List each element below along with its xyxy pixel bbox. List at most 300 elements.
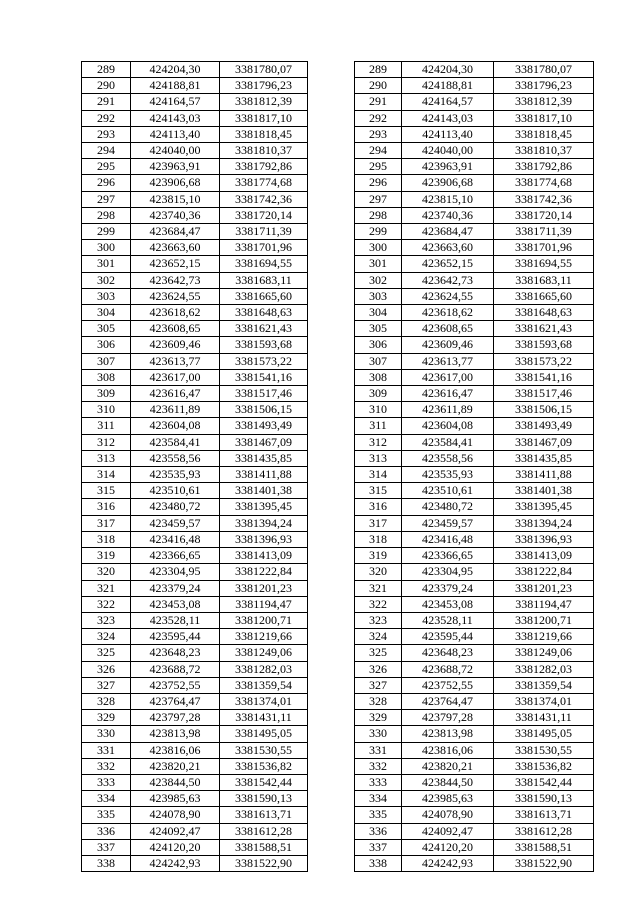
left-x-coordinate-cell: 423304,95 — [131, 564, 220, 580]
right-y-coordinate-cell: 3381435,85 — [494, 450, 594, 466]
left-x-coordinate-cell: 423609,46 — [131, 337, 220, 353]
left-point-number-cell: 303 — [82, 288, 131, 304]
right-x-coordinate-cell: 423963,91 — [402, 159, 494, 175]
right-x-coordinate-cell: 423535,93 — [402, 467, 494, 483]
right-point-number-cell: 313 — [355, 450, 402, 466]
left-point-number-cell: 291 — [82, 94, 131, 110]
table-row — [82, 677, 594, 693]
left-point-number-cell: 326 — [82, 661, 131, 677]
right-y-coordinate-cell: 3381621,43 — [494, 321, 594, 337]
column-gap — [308, 159, 355, 175]
right-x-coordinate-cell: 423609,46 — [402, 337, 494, 353]
column-gap — [308, 434, 355, 450]
right-y-coordinate-cell: 3381694,55 — [494, 256, 594, 272]
right-point-number-cell: 338 — [355, 855, 402, 871]
table-row — [82, 418, 594, 434]
right-point-number-cell: 304 — [355, 305, 402, 321]
left-point-number-cell: 311 — [82, 418, 131, 434]
right-point-number-cell: 331 — [355, 742, 402, 758]
right-x-coordinate-cell: 423453,08 — [402, 596, 494, 612]
table-row — [82, 564, 594, 580]
right-x-coordinate-cell: 423613,77 — [402, 353, 494, 369]
table-row — [82, 337, 594, 353]
right-point-number-cell: 306 — [355, 337, 402, 353]
right-point-number-cell: 298 — [355, 207, 402, 223]
right-x-coordinate-cell: 423648,23 — [402, 645, 494, 661]
left-point-number-cell: 312 — [82, 434, 131, 450]
left-y-coordinate-cell: 3381774,68 — [220, 175, 308, 191]
right-x-coordinate-cell: 423816,06 — [402, 742, 494, 758]
column-gap — [308, 321, 355, 337]
left-y-coordinate-cell: 3381359,54 — [220, 677, 308, 693]
right-y-coordinate-cell: 3381593,68 — [494, 337, 594, 353]
right-point-number-cell: 300 — [355, 240, 402, 256]
right-x-coordinate-cell: 423528,11 — [402, 612, 494, 628]
left-point-number-cell: 302 — [82, 272, 131, 288]
table-row — [82, 758, 594, 774]
right-x-coordinate-cell: 423595,44 — [402, 629, 494, 645]
table-row — [82, 661, 594, 677]
table-row — [82, 159, 594, 175]
coordinates-table — [81, 61, 594, 872]
column-gap — [308, 288, 355, 304]
table-row — [82, 288, 594, 304]
right-point-number-cell: 310 — [355, 402, 402, 418]
column-gap — [308, 726, 355, 742]
left-point-number-cell: 322 — [82, 596, 131, 612]
table-row — [82, 434, 594, 450]
right-y-coordinate-cell: 3381792,86 — [494, 159, 594, 175]
right-y-coordinate-cell: 3381530,55 — [494, 742, 594, 758]
right-point-number-cell: 289 — [355, 62, 402, 78]
left-y-coordinate-cell: 3381431,11 — [220, 710, 308, 726]
column-gap — [308, 823, 355, 839]
right-x-coordinate-cell: 423617,00 — [402, 369, 494, 385]
right-x-coordinate-cell: 423740,36 — [402, 207, 494, 223]
right-point-number-cell: 302 — [355, 272, 402, 288]
left-y-coordinate-cell: 3381590,13 — [220, 791, 308, 807]
right-point-number-cell: 290 — [355, 78, 402, 94]
left-point-number-cell: 329 — [82, 710, 131, 726]
left-y-coordinate-cell: 3381810,37 — [220, 143, 308, 159]
right-x-coordinate-cell: 423813,98 — [402, 726, 494, 742]
left-y-coordinate-cell: 3381249,06 — [220, 645, 308, 661]
column-gap — [308, 337, 355, 353]
right-x-coordinate-cell: 423618,62 — [402, 305, 494, 321]
right-x-coordinate-cell: 423416,48 — [402, 531, 494, 547]
right-y-coordinate-cell: 3381411,88 — [494, 467, 594, 483]
column-gap — [308, 791, 355, 807]
column-gap — [308, 402, 355, 418]
left-y-coordinate-cell: 3381683,11 — [220, 272, 308, 288]
right-x-coordinate-cell: 423642,73 — [402, 272, 494, 288]
left-y-coordinate-cell: 3381522,90 — [220, 855, 308, 871]
right-point-number-cell: 326 — [355, 661, 402, 677]
right-x-coordinate-cell: 424113,40 — [402, 126, 494, 142]
table-row — [82, 450, 594, 466]
table-row — [82, 645, 594, 661]
left-x-coordinate-cell: 423688,72 — [131, 661, 220, 677]
left-y-coordinate-cell: 3381720,14 — [220, 207, 308, 223]
left-x-coordinate-cell: 423684,47 — [131, 224, 220, 240]
right-point-number-cell: 315 — [355, 483, 402, 499]
left-x-coordinate-cell: 423613,77 — [131, 353, 220, 369]
right-point-number-cell: 295 — [355, 159, 402, 175]
left-x-coordinate-cell: 423815,10 — [131, 191, 220, 207]
left-y-coordinate-cell: 3381374,01 — [220, 693, 308, 709]
right-x-coordinate-cell: 423752,55 — [402, 677, 494, 693]
left-point-number-cell: 336 — [82, 823, 131, 839]
left-x-coordinate-cell: 423652,15 — [131, 256, 220, 272]
table-row — [82, 467, 594, 483]
left-x-coordinate-cell: 423535,93 — [131, 467, 220, 483]
table-row — [82, 629, 594, 645]
left-y-coordinate-cell: 3381282,03 — [220, 661, 308, 677]
left-point-number-cell: 330 — [82, 726, 131, 742]
right-point-number-cell: 333 — [355, 774, 402, 790]
left-point-number-cell: 296 — [82, 175, 131, 191]
left-x-coordinate-cell: 423379,24 — [131, 580, 220, 596]
right-point-number-cell: 323 — [355, 612, 402, 628]
right-point-number-cell: 297 — [355, 191, 402, 207]
right-y-coordinate-cell: 3381810,37 — [494, 143, 594, 159]
right-y-coordinate-cell: 3381796,23 — [494, 78, 594, 94]
left-y-coordinate-cell: 3381818,45 — [220, 126, 308, 142]
column-gap — [308, 629, 355, 645]
column-gap — [308, 62, 355, 78]
right-point-number-cell: 317 — [355, 515, 402, 531]
right-y-coordinate-cell: 3381394,24 — [494, 515, 594, 531]
column-gap — [308, 839, 355, 855]
right-y-coordinate-cell: 3381780,07 — [494, 62, 594, 78]
left-y-coordinate-cell: 3381411,88 — [220, 467, 308, 483]
right-point-number-cell: 327 — [355, 677, 402, 693]
right-x-coordinate-cell: 423844,50 — [402, 774, 494, 790]
table-row — [82, 386, 594, 402]
left-y-coordinate-cell: 3381200,71 — [220, 612, 308, 628]
left-x-coordinate-cell: 424204,30 — [131, 62, 220, 78]
left-y-coordinate-cell: 3381413,09 — [220, 548, 308, 564]
right-y-coordinate-cell: 3381401,38 — [494, 483, 594, 499]
right-x-coordinate-cell: 423652,15 — [402, 256, 494, 272]
right-y-coordinate-cell: 3381774,68 — [494, 175, 594, 191]
left-point-number-cell: 338 — [82, 855, 131, 871]
left-x-coordinate-cell: 423611,89 — [131, 402, 220, 418]
left-x-coordinate-cell: 423740,36 — [131, 207, 220, 223]
left-point-number-cell: 307 — [82, 353, 131, 369]
table-row — [82, 774, 594, 790]
right-x-coordinate-cell: 424092,47 — [402, 823, 494, 839]
right-point-number-cell: 319 — [355, 548, 402, 564]
left-point-number-cell: 319 — [82, 548, 131, 564]
right-y-coordinate-cell: 3381742,36 — [494, 191, 594, 207]
left-point-number-cell: 337 — [82, 839, 131, 855]
left-point-number-cell: 297 — [82, 191, 131, 207]
column-gap — [308, 531, 355, 547]
left-x-coordinate-cell: 423906,68 — [131, 175, 220, 191]
left-x-coordinate-cell: 423608,65 — [131, 321, 220, 337]
table-row — [82, 62, 594, 78]
left-y-coordinate-cell: 3381694,55 — [220, 256, 308, 272]
right-point-number-cell: 335 — [355, 807, 402, 823]
table-row — [82, 693, 594, 709]
table-row — [82, 207, 594, 223]
column-gap — [308, 580, 355, 596]
left-x-coordinate-cell: 423752,55 — [131, 677, 220, 693]
left-x-coordinate-cell: 424188,81 — [131, 78, 220, 94]
left-point-number-cell: 332 — [82, 758, 131, 774]
left-x-coordinate-cell: 424120,20 — [131, 839, 220, 855]
right-point-number-cell: 330 — [355, 726, 402, 742]
column-gap — [308, 240, 355, 256]
column-gap — [308, 256, 355, 272]
right-y-coordinate-cell: 3381200,71 — [494, 612, 594, 628]
column-gap — [308, 693, 355, 709]
left-y-coordinate-cell: 3381665,60 — [220, 288, 308, 304]
column-gap — [308, 224, 355, 240]
right-point-number-cell: 325 — [355, 645, 402, 661]
left-y-coordinate-cell: 3381394,24 — [220, 515, 308, 531]
column-gap — [308, 645, 355, 661]
right-y-coordinate-cell: 3381818,45 — [494, 126, 594, 142]
right-point-number-cell: 334 — [355, 791, 402, 807]
column-gap — [308, 515, 355, 531]
left-point-number-cell: 328 — [82, 693, 131, 709]
table-row — [82, 224, 594, 240]
left-point-number-cell: 323 — [82, 612, 131, 628]
table-row — [82, 791, 594, 807]
right-point-number-cell: 312 — [355, 434, 402, 450]
right-x-coordinate-cell: 423820,21 — [402, 758, 494, 774]
right-x-coordinate-cell: 424164,57 — [402, 94, 494, 110]
left-y-coordinate-cell: 3381395,45 — [220, 499, 308, 515]
left-point-number-cell: 295 — [82, 159, 131, 175]
table-row — [82, 191, 594, 207]
right-y-coordinate-cell: 3381249,06 — [494, 645, 594, 661]
left-y-coordinate-cell: 3381621,43 — [220, 321, 308, 337]
right-x-coordinate-cell: 423611,89 — [402, 402, 494, 418]
left-point-number-cell: 316 — [82, 499, 131, 515]
left-point-number-cell: 294 — [82, 143, 131, 159]
left-y-coordinate-cell: 3381435,85 — [220, 450, 308, 466]
table-row — [82, 126, 594, 142]
column-gap — [308, 807, 355, 823]
right-y-coordinate-cell: 3381665,60 — [494, 288, 594, 304]
left-x-coordinate-cell: 423963,91 — [131, 159, 220, 175]
table-row — [82, 515, 594, 531]
left-y-coordinate-cell: 3381506,15 — [220, 402, 308, 418]
left-point-number-cell: 308 — [82, 369, 131, 385]
right-x-coordinate-cell: 424143,03 — [402, 110, 494, 126]
left-x-coordinate-cell: 423820,21 — [131, 758, 220, 774]
right-y-coordinate-cell: 3381573,22 — [494, 353, 594, 369]
right-x-coordinate-cell: 423510,61 — [402, 483, 494, 499]
column-gap — [308, 94, 355, 110]
right-y-coordinate-cell: 3381648,63 — [494, 305, 594, 321]
left-point-number-cell: 300 — [82, 240, 131, 256]
right-point-number-cell: 311 — [355, 418, 402, 434]
right-y-coordinate-cell: 3381536,82 — [494, 758, 594, 774]
column-gap — [308, 758, 355, 774]
left-point-number-cell: 293 — [82, 126, 131, 142]
right-point-number-cell: 332 — [355, 758, 402, 774]
left-point-number-cell: 327 — [82, 677, 131, 693]
left-x-coordinate-cell: 423813,98 — [131, 726, 220, 742]
left-x-coordinate-cell: 423764,47 — [131, 693, 220, 709]
left-point-number-cell: 314 — [82, 467, 131, 483]
right-x-coordinate-cell: 424040,00 — [402, 143, 494, 159]
column-gap — [308, 710, 355, 726]
column-gap — [308, 353, 355, 369]
left-point-number-cell: 318 — [82, 531, 131, 547]
right-y-coordinate-cell: 3381431,11 — [494, 710, 594, 726]
left-y-coordinate-cell: 3381536,82 — [220, 758, 308, 774]
right-point-number-cell: 324 — [355, 629, 402, 645]
left-y-coordinate-cell: 3381517,46 — [220, 386, 308, 402]
right-y-coordinate-cell: 3381222,84 — [494, 564, 594, 580]
left-y-coordinate-cell: 3381588,51 — [220, 839, 308, 855]
left-y-coordinate-cell: 3381701,96 — [220, 240, 308, 256]
column-gap — [308, 207, 355, 223]
right-y-coordinate-cell: 3381683,11 — [494, 272, 594, 288]
left-x-coordinate-cell: 423616,47 — [131, 386, 220, 402]
column-gap — [308, 467, 355, 483]
left-y-coordinate-cell: 3381542,44 — [220, 774, 308, 790]
left-x-coordinate-cell: 423453,08 — [131, 596, 220, 612]
right-point-number-cell: 301 — [355, 256, 402, 272]
column-gap — [308, 175, 355, 191]
right-point-number-cell: 320 — [355, 564, 402, 580]
left-x-coordinate-cell: 423604,08 — [131, 418, 220, 434]
left-x-coordinate-cell: 423459,57 — [131, 515, 220, 531]
right-y-coordinate-cell: 3381506,15 — [494, 402, 594, 418]
left-point-number-cell: 304 — [82, 305, 131, 321]
right-x-coordinate-cell: 423459,57 — [402, 515, 494, 531]
right-x-coordinate-cell: 423604,08 — [402, 418, 494, 434]
table-row — [82, 726, 594, 742]
left-x-coordinate-cell: 424242,93 — [131, 855, 220, 871]
right-point-number-cell: 316 — [355, 499, 402, 515]
right-x-coordinate-cell: 423616,47 — [402, 386, 494, 402]
left-y-coordinate-cell: 3381817,10 — [220, 110, 308, 126]
right-point-number-cell: 309 — [355, 386, 402, 402]
table-row — [82, 548, 594, 564]
right-y-coordinate-cell: 3381711,39 — [494, 224, 594, 240]
right-y-coordinate-cell: 3381541,16 — [494, 369, 594, 385]
table-row — [82, 175, 594, 191]
column-gap — [308, 612, 355, 628]
left-x-coordinate-cell: 423528,11 — [131, 612, 220, 628]
left-x-coordinate-cell: 424092,47 — [131, 823, 220, 839]
right-x-coordinate-cell: 423906,68 — [402, 175, 494, 191]
right-y-coordinate-cell: 3381493,49 — [494, 418, 594, 434]
left-x-coordinate-cell: 423624,55 — [131, 288, 220, 304]
right-x-coordinate-cell: 423684,47 — [402, 224, 494, 240]
left-y-coordinate-cell: 3381612,28 — [220, 823, 308, 839]
column-gap — [308, 272, 355, 288]
table-row — [82, 272, 594, 288]
left-y-coordinate-cell: 3381493,49 — [220, 418, 308, 434]
right-y-coordinate-cell: 3381359,54 — [494, 677, 594, 693]
table-row — [82, 305, 594, 321]
right-x-coordinate-cell: 424188,81 — [402, 78, 494, 94]
right-y-coordinate-cell: 3381522,90 — [494, 855, 594, 871]
table-row — [82, 94, 594, 110]
table-row — [82, 823, 594, 839]
left-point-number-cell: 298 — [82, 207, 131, 223]
left-y-coordinate-cell: 3381573,22 — [220, 353, 308, 369]
right-point-number-cell: 321 — [355, 580, 402, 596]
column-gap — [308, 483, 355, 499]
column-gap — [308, 742, 355, 758]
left-y-coordinate-cell: 3381219,66 — [220, 629, 308, 645]
right-y-coordinate-cell: 3381396,93 — [494, 531, 594, 547]
column-gap — [308, 596, 355, 612]
left-x-coordinate-cell: 423816,06 — [131, 742, 220, 758]
right-y-coordinate-cell: 3381374,01 — [494, 693, 594, 709]
left-point-number-cell: 325 — [82, 645, 131, 661]
left-point-number-cell: 299 — [82, 224, 131, 240]
right-y-coordinate-cell: 3381517,46 — [494, 386, 594, 402]
right-point-number-cell: 307 — [355, 353, 402, 369]
left-y-coordinate-cell: 3381530,55 — [220, 742, 308, 758]
left-y-coordinate-cell: 3381495,05 — [220, 726, 308, 742]
left-y-coordinate-cell: 3381396,93 — [220, 531, 308, 547]
left-x-coordinate-cell: 423366,65 — [131, 548, 220, 564]
column-gap — [308, 855, 355, 871]
left-x-coordinate-cell: 423416,48 — [131, 531, 220, 547]
table-row — [82, 742, 594, 758]
left-y-coordinate-cell: 3381796,23 — [220, 78, 308, 94]
right-y-coordinate-cell: 3381542,44 — [494, 774, 594, 790]
right-point-number-cell: 336 — [355, 823, 402, 839]
coordinates-table-body — [82, 62, 594, 872]
left-x-coordinate-cell: 423844,50 — [131, 774, 220, 790]
left-x-coordinate-cell: 424040,00 — [131, 143, 220, 159]
right-point-number-cell: 296 — [355, 175, 402, 191]
right-point-number-cell: 308 — [355, 369, 402, 385]
left-y-coordinate-cell: 3381792,86 — [220, 159, 308, 175]
column-gap — [308, 499, 355, 515]
right-y-coordinate-cell: 3381395,45 — [494, 499, 594, 515]
left-x-coordinate-cell: 423648,23 — [131, 645, 220, 661]
right-x-coordinate-cell: 423797,28 — [402, 710, 494, 726]
left-point-number-cell: 331 — [82, 742, 131, 758]
left-y-coordinate-cell: 3381711,39 — [220, 224, 308, 240]
right-point-number-cell: 293 — [355, 126, 402, 142]
right-x-coordinate-cell: 423608,65 — [402, 321, 494, 337]
table-row — [82, 240, 594, 256]
left-x-coordinate-cell: 423985,63 — [131, 791, 220, 807]
table-row — [82, 353, 594, 369]
left-point-number-cell: 292 — [82, 110, 131, 126]
table-row — [82, 321, 594, 337]
right-point-number-cell: 337 — [355, 839, 402, 855]
left-x-coordinate-cell: 423584,41 — [131, 434, 220, 450]
column-gap — [308, 386, 355, 402]
left-y-coordinate-cell: 3381780,07 — [220, 62, 308, 78]
left-point-number-cell: 306 — [82, 337, 131, 353]
right-point-number-cell: 329 — [355, 710, 402, 726]
table-row — [82, 710, 594, 726]
right-y-coordinate-cell: 3381282,03 — [494, 661, 594, 677]
right-y-coordinate-cell: 3381612,28 — [494, 823, 594, 839]
left-y-coordinate-cell: 3381812,39 — [220, 94, 308, 110]
right-x-coordinate-cell: 424242,93 — [402, 855, 494, 871]
left-point-number-cell: 301 — [82, 256, 131, 272]
right-point-number-cell: 305 — [355, 321, 402, 337]
left-point-number-cell: 333 — [82, 774, 131, 790]
